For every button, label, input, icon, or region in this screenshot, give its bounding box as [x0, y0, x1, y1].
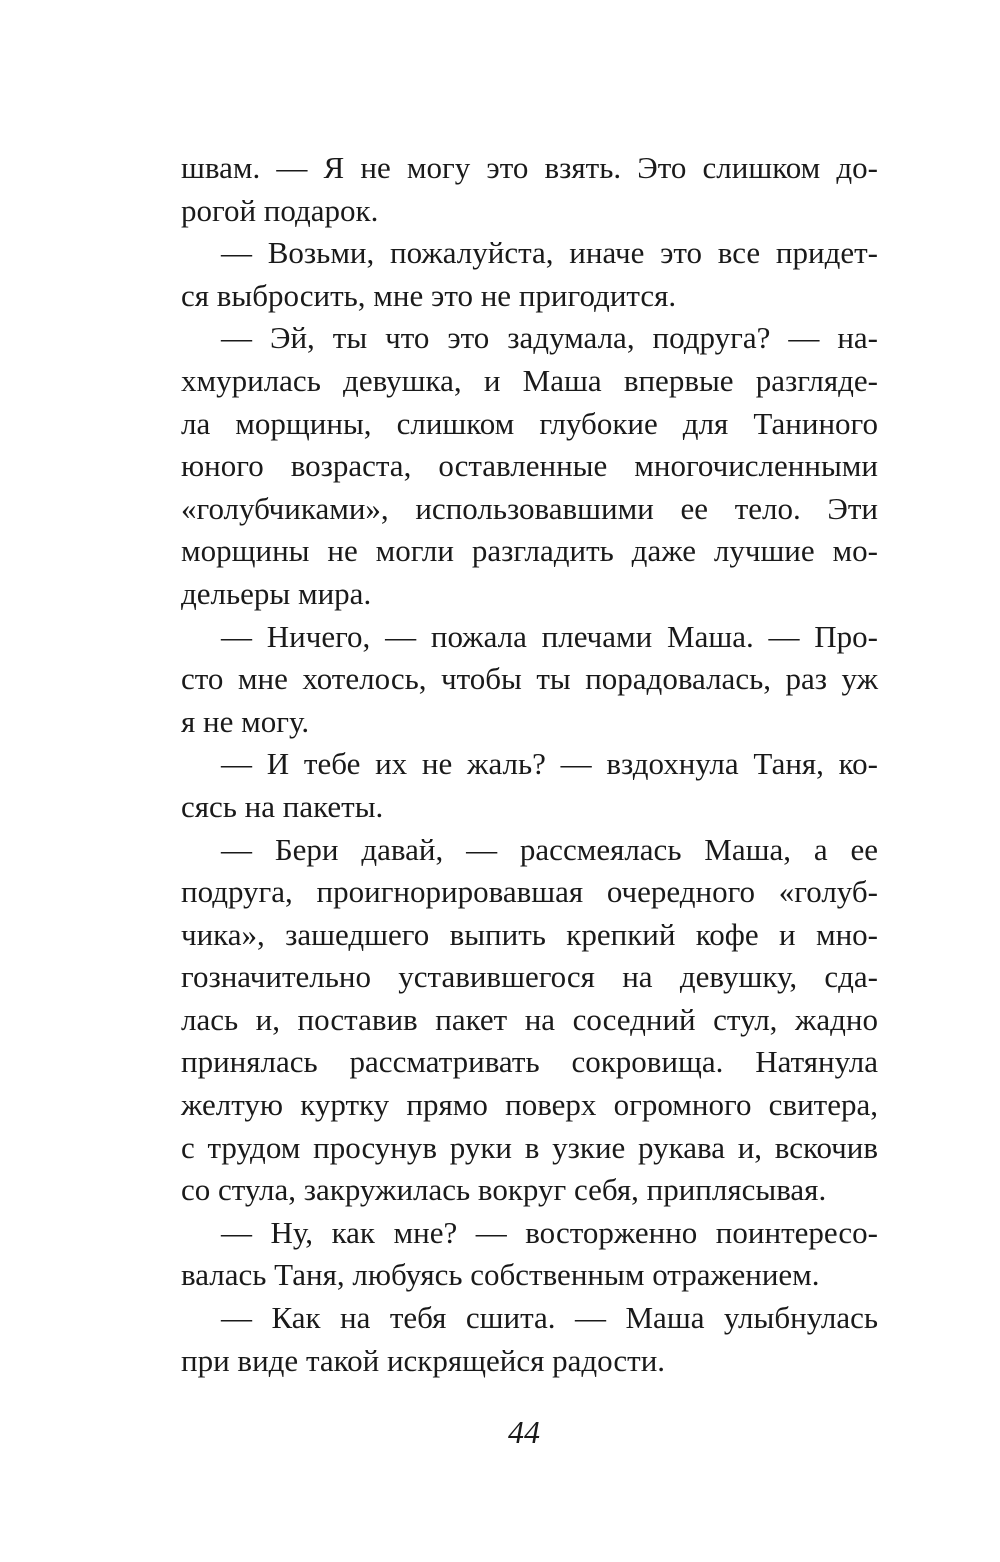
- text-line: принялась рассматривать сокровища. Натянула: [181, 1044, 878, 1080]
- text-line: чика», зашедшего выпить крепкий кофе и мно-: [181, 916, 878, 952]
- text-line: при виде такой искрящейся радости.: [181, 1342, 666, 1378]
- page-number: 44: [508, 1414, 540, 1450]
- text-line: подруга, проигнорировавшая очередного «голуб-: [181, 874, 878, 910]
- text-line: со стула, закружилась вокруг себя, приплясывая.: [181, 1172, 827, 1208]
- text-line: сясь на пакеты.: [181, 788, 384, 824]
- text-line: ла морщины, слишком глубокие для Таниного: [181, 405, 878, 441]
- text-line: — Ну, как мне? — восторженно поинтересо-: [221, 1214, 878, 1250]
- text-line: морщины не могли разгладить даже лучшие мо-: [181, 533, 878, 569]
- text-line: — Возьми, пожалуйста, иначе это все придет-: [221, 235, 878, 271]
- text-line: — Как на тебя сшита. — Маша улыбнулась: [221, 1300, 878, 1336]
- text-line: рогой подарок.: [181, 192, 379, 228]
- text-line: гозначительно уставившегося на девушку, сда-: [181, 959, 878, 995]
- text-line: — Эй, ты что это задумала, подруга? — на-: [221, 320, 878, 356]
- text-line: — Ничего, — пожала плечами Маша. — Про-: [221, 618, 878, 654]
- text-line: я не могу.: [181, 703, 310, 739]
- text-line: хмурилась девушка, и Маша впервые разгляде-: [181, 362, 878, 398]
- text-line: лась и, поставив пакет на соседний стул, жадно: [181, 1001, 878, 1037]
- text-line: юного возраста, оставленные многочисленными: [181, 448, 878, 484]
- text-line: ся выбросить, мне это не пригодится.: [181, 277, 677, 313]
- text-line: сто мне хотелось, чтобы ты порадовалась, раз уж: [181, 661, 878, 697]
- text-line: «голубчиками», использовавшими ее тело. Эти: [181, 490, 878, 526]
- text-line: дельеры мира.: [181, 575, 372, 611]
- text-line: — И тебе их не жаль? — вздохнула Таня, ко-: [221, 746, 878, 782]
- text-line: швам. — Я не могу это взять. Это слишком до-: [181, 150, 878, 185]
- text-line: желтую куртку прямо поверх огромного свитера,: [181, 1087, 878, 1123]
- text-line: — Бери давай, — рассмеялась Маша, а ее: [221, 831, 878, 867]
- text-line: валась Таня, любуясь собственным отражением.: [181, 1257, 820, 1293]
- page-text: [181, 147, 878, 1382]
- text-line: с трудом просунув руки в узкие рукава и, вскочив: [181, 1129, 878, 1165]
